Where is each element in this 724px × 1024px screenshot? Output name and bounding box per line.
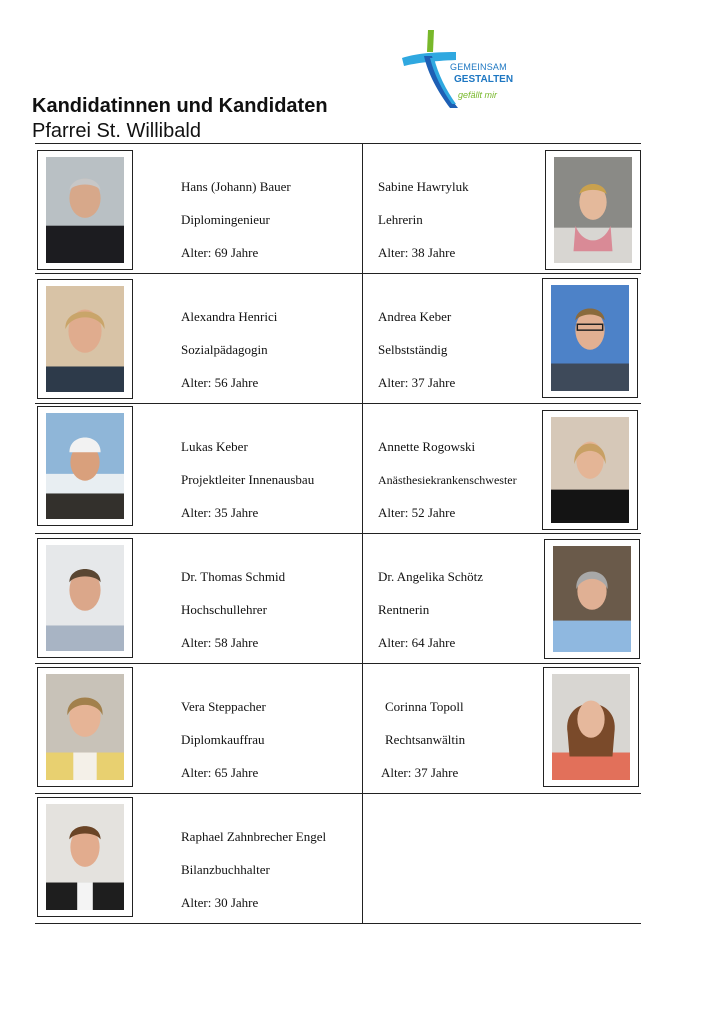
candidate-info [181,699,266,781]
portrait-icon [551,417,629,523]
portrait-icon [553,546,631,652]
candidate-job: Projektleiter Innenausbau [181,472,315,487]
candidate-photo [545,150,641,270]
candidate-info [378,439,517,521]
portrait-icon [554,157,632,263]
candidate-name: Corinna Topoll [385,699,464,714]
table-row [35,274,641,404]
table-row [35,404,641,534]
candidate-info [181,829,326,911]
candidate-age: Alter: 65 Jahre [181,765,259,780]
portrait-icon [46,413,124,519]
portrait-icon [46,545,124,651]
candidate-name: Vera Steppacher [181,699,266,714]
candidate-info [381,699,466,781]
candidate-job: Sozialpädagogin [181,342,268,357]
column-divider [362,404,363,533]
candidate-name: Alexandra Henrici [181,309,278,324]
candidate-name: Lukas Keber [181,439,248,454]
candidate-photo [37,406,133,526]
column-divider [362,534,363,663]
table-row [35,664,641,794]
candidate-job: Rentnerin [378,602,430,617]
candidate-info [181,179,291,261]
candidate-age: Alter: 52 Jahre [378,505,456,520]
column-divider [362,144,363,273]
candidate-job: Diplomkauffrau [181,732,265,747]
candidate-photo [542,278,638,398]
column-divider [362,664,363,793]
logo-line-3: gefällt mir [458,90,498,100]
portrait-icon [46,286,124,392]
candidate-age: Alter: 38 Jahre [378,245,456,260]
portrait-icon [551,285,629,391]
candidate-job: Hochschullehrer [181,602,267,617]
candidate-age: Alter: 58 Jahre [181,635,259,650]
candidate-age: Alter: 56 Jahre [181,375,259,390]
candidate-name: Dr. Thomas Schmid [181,569,286,584]
candidate-age: Alter: 37 Jahre [378,375,456,390]
candidate-age: Alter: 69 Jahre [181,245,259,260]
portrait-icon [552,674,630,780]
table-row [35,794,641,924]
candidate-job: Anästhesiekrankenschwester [378,473,517,487]
candidate-photo [543,667,639,787]
candidate-name: Dr. Angelika Schötz [378,569,484,584]
candidate-info [378,179,469,261]
candidate-info [378,569,483,651]
candidate-job: Lehrerin [378,212,423,227]
logo-line-1: GEMEINSAM [450,62,507,72]
candidate-age: Alter: 64 Jahre [378,635,456,650]
candidate-age: Alter: 37 Jahre [381,765,459,780]
candidate-job: Diplomingenieur [181,212,270,227]
candidate-photo [37,797,133,917]
column-divider [362,274,363,403]
candidate-photo [37,150,133,270]
portrait-icon [46,674,124,780]
candidate-photo [37,667,133,787]
table-row [35,534,641,664]
candidate-job: Rechtsanwältin [385,732,466,747]
candidate-photo [542,410,638,530]
candidate-name: Raphael Zahnbrecher Engel [181,829,327,844]
candidate-photo [544,539,640,659]
candidate-photo [37,279,133,399]
candidate-info [378,309,455,391]
column-divider [362,794,363,923]
candidate-name: Annette Rogowski [378,439,476,454]
candidate-age: Alter: 30 Jahre [181,895,259,910]
candidate-info [181,439,314,521]
candidate-job: Bilanzbuchhalter [181,862,270,877]
page-subtitle: Pfarrei St. Willibald [32,120,201,142]
portrait-icon [46,804,124,910]
candidate-name: Sabine Hawryluk [378,179,469,194]
candidate-name: Hans (Johann) Bauer [181,179,291,194]
candidate-info [181,309,277,391]
candidate-name: Andrea Keber [378,309,452,324]
candidate-info [181,569,285,651]
candidate-table [35,143,641,924]
gemeinsam-gestalten-logo [400,28,520,112]
page-title: Kandidatinnen und Kandidaten [32,95,328,117]
logo-line-2: GESTALTEN [454,74,514,85]
candidate-photo [37,538,133,658]
table-row [35,144,641,274]
candidate-age: Alter: 35 Jahre [181,505,259,520]
portrait-icon [46,157,124,263]
candidate-job: Selbstständig [378,342,448,357]
